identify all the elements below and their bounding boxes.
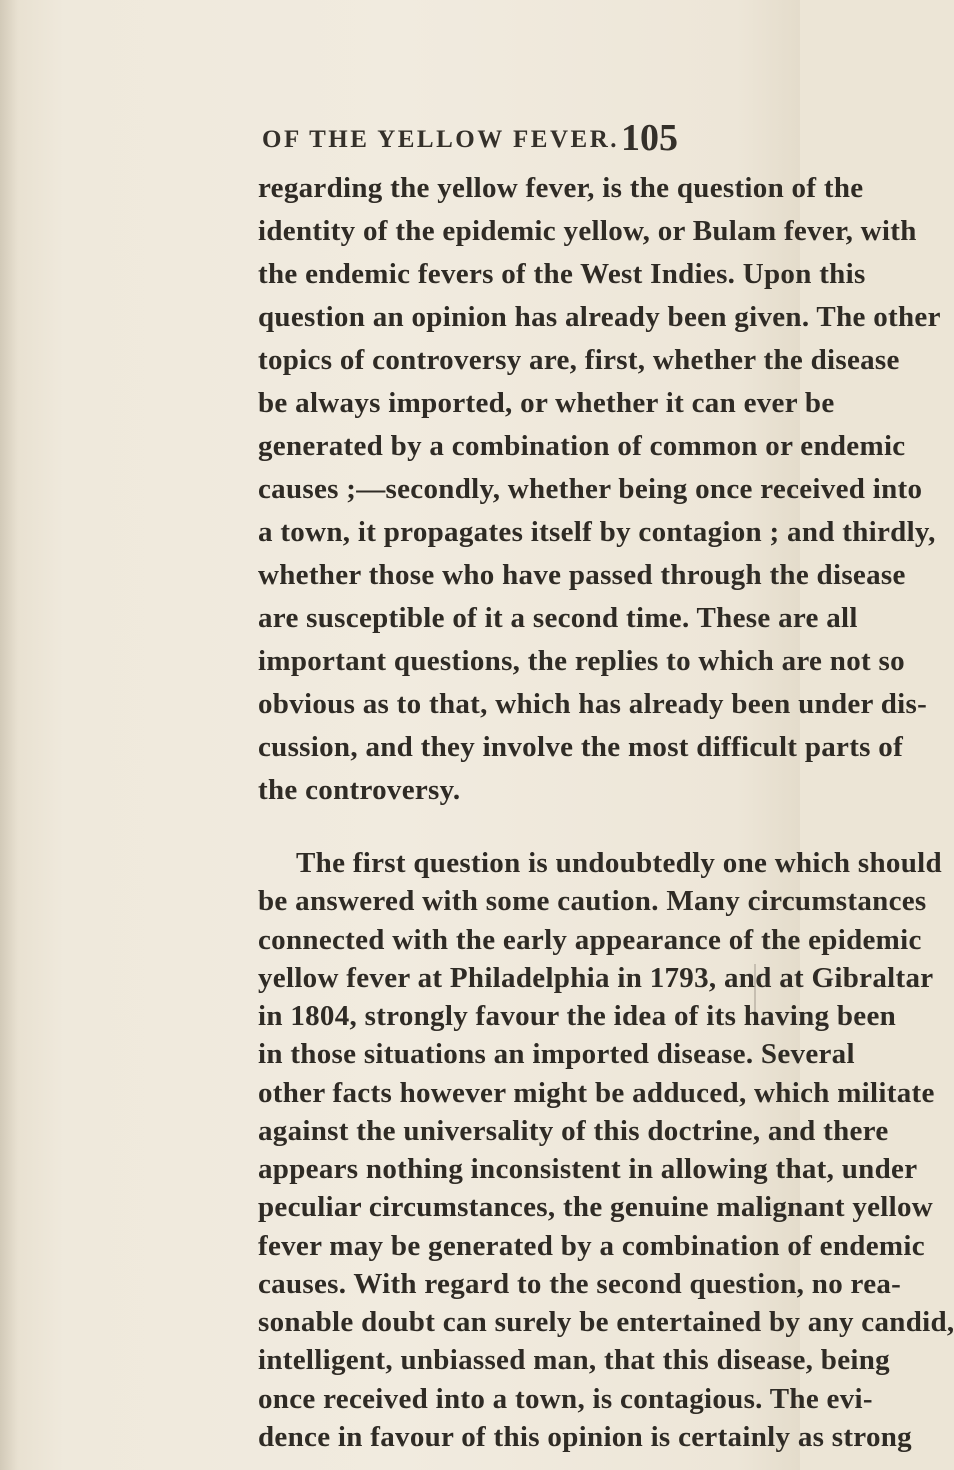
text-line: peculiar circumstances, the genuine malignant yellow (258, 1191, 934, 1223)
text-line: generated by a combination of common or endemic (258, 430, 906, 462)
text-line: whether those who have passed through the disease (258, 559, 906, 591)
running-head: OF THE YELLOW FEVER. (262, 126, 620, 153)
text-line: once received into a town, is contagious. The evi- (258, 1383, 873, 1415)
text-line: yellow fever at Philadelphia in 1793, and at Gibraltar (258, 962, 934, 994)
text-line: important questions, the replies to which are not so (258, 645, 905, 677)
text-line: appears nothing inconsistent in allowing that, under (258, 1153, 918, 1185)
text-line: identity of the epidemic yellow, or Bulam fever, with (258, 215, 917, 247)
text-line: against the universality of this doctrine, and there (258, 1115, 889, 1147)
text-line: causes. With regard to the second question, no rea- (258, 1268, 902, 1300)
text-line: a town, it propagates itself by contagion ; and thirdly, (258, 516, 936, 548)
text-line: the controversy. (258, 774, 461, 806)
text-line: in those situations an imported disease. Several (258, 1038, 855, 1070)
text-line: fever may be generated by a combination of endemic (258, 1230, 925, 1262)
text-line: dence in favour of this opinion is certainly as strong (258, 1421, 912, 1453)
page-header (0, 116, 800, 166)
text-line: sonable doubt can surely be entertained by any candid, (258, 1306, 954, 1338)
text-line: other facts however might be adduced, which militate (258, 1077, 935, 1109)
text-line: be always imported, or whether it can ever be (258, 387, 835, 419)
text-line: in 1804, strongly favour the idea of its having been (258, 1000, 897, 1032)
text-line: obvious as to that, which has already been under dis- (258, 688, 928, 720)
text-line: The first question is undoubtedly one which should (296, 847, 942, 879)
text-line: causes ;—secondly, whether being once received into (258, 473, 923, 505)
page-number: 105 (621, 117, 678, 159)
text-line: topics of controversy are, first, whether the disease (258, 344, 900, 376)
text-line: cussion, and they involve the most difficult parts of (258, 731, 904, 763)
text-line: the endemic fevers of the West Indies. Upon this (258, 258, 866, 290)
text-line: be answered with some caution. Many circumstances (258, 885, 927, 917)
text-line: question an opinion has already been given. The other (258, 301, 941, 333)
text-line: are susceptible of it a second time. These are all (258, 602, 858, 634)
text-line: intelligent, unbiassed man, that this disease, being (258, 1344, 890, 1376)
margin-mark (754, 964, 756, 1012)
text-line: connected with the early appearance of the epidemic (258, 924, 922, 956)
text-line: regarding the yellow fever, is the question of the (258, 172, 864, 204)
page-edge-shadow (0, 0, 18, 1470)
